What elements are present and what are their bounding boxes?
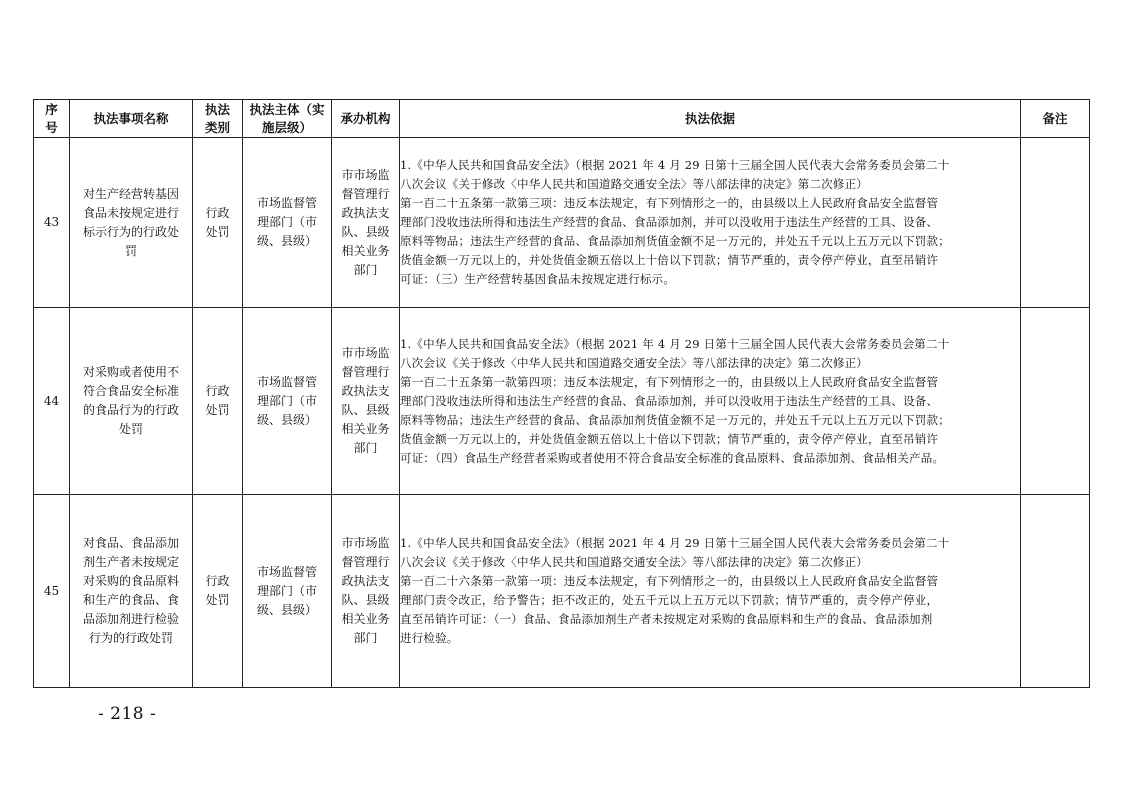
cell-index-text: 44 <box>43 393 60 408</box>
cell-enforcement-type-text: 行政处罚 <box>205 205 230 239</box>
cell-index-text: 43 <box>43 215 60 229</box>
enforcement-items-table <box>33 99 1090 688</box>
table-row <box>34 308 1090 495</box>
legal-basis-text <box>400 335 1020 468</box>
legal-basis-line: 第一百二十六条第一款第一项：违反本法规定，有下列情形之一的，由县级以上人民政府食品安全监督管 <box>400 574 939 588</box>
legal-basis-line: 1.《中华人民共和国食品安全法》（根据 2021 年 4 月 29 日第十三届全国人民代表大会常务委员会第二十 <box>400 158 950 172</box>
legal-basis-line: 八次会议《关于修改〈中华人民共和国道路交通安全法〉等八部法律的决定》第二次修正） <box>400 555 868 569</box>
header-name: 执法事项名称 <box>70 100 193 138</box>
cell-remark <box>1021 308 1090 495</box>
table-body <box>34 138 1090 688</box>
cell-enforcement-type <box>193 308 243 495</box>
header-type: 执法类别 <box>193 100 243 138</box>
legal-basis-line: 理部门没收违法所得和违法生产经营的食品、食品添加剂，并可以没收用于违法生产经营的工具、设备、 <box>400 393 939 408</box>
cell-item-name-text: 对采购或者使用不符合食品安全标准的食品行为的行政处罚 <box>82 365 179 436</box>
cell-legal-basis <box>400 495 1021 688</box>
legal-basis-line: 1.《中华人民共和国食品安全法》（根据 2021 年 4 月 29 日第十三届全国人民代表大会常务委员会第二十 <box>400 536 950 550</box>
legal-basis-line: 理部门没收违法所得和违法生产经营的食品、食品添加剂，并可以没收用于违法生产经营的工具、设备、 <box>400 215 939 229</box>
cell-legal-basis <box>400 138 1021 308</box>
cell-enforcement-subject <box>243 495 332 688</box>
legal-basis-line: 进行检验。 <box>400 631 459 645</box>
header-subject: 执法主体（实施层级） <box>243 100 332 138</box>
table-header-row <box>34 100 1090 138</box>
cell-item-name-text: 对食品、食品添加剂生产者未按规定对采购的食品原料和生产的食品、食品添加剂进行检验行为的行政处罚 <box>82 536 179 645</box>
legal-basis-line: 直至吊销许可证：（一）食品、食品添加剂生产者未按规定对采购的食品原料和生产的食品、食品添加剂 <box>400 612 933 626</box>
legal-basis-text <box>400 156 1020 289</box>
cell-index <box>34 138 70 308</box>
cell-item-name <box>70 308 193 495</box>
legal-basis-line: 第一百二十五条第一款第三项：违反本法规定，有下列情形之一的，由县级以上人民政府食品安全监督管 <box>400 196 939 210</box>
cell-legal-basis <box>400 308 1021 495</box>
cell-item-name <box>70 495 193 688</box>
cell-enforcement-type <box>193 495 243 688</box>
cell-remark <box>1021 138 1090 308</box>
cell-enforcement-subject-text: 市场监督管理部门（市级、县级） <box>256 374 317 427</box>
cell-item-name <box>70 138 193 308</box>
legal-basis-line: 第一百二十五条第一款第四项：违反本法规定，有下列情形之一的，由县级以上人民政府食品安全监督管 <box>400 374 939 389</box>
cell-handling-agency <box>332 308 400 495</box>
cell-index <box>34 308 70 495</box>
legal-basis-line: 货值金额一万元以上的，并处货值金额五倍以上十倍以下罚款；情节严重的，责令停产停业，直至吊销许 <box>400 431 939 446</box>
legal-basis-line: 可证：（三）生产经营转基因食品未按规定进行标示。 <box>400 272 676 286</box>
legal-basis-line: 货值金额一万元以上的，并处货值金额五倍以上十倍以下罚款；情节严重的，责令停产停业，直至吊销许 <box>400 253 939 267</box>
cell-enforcement-subject-text: 市场监督管理部门（市级、县级） <box>256 564 317 617</box>
header-agency: 承办机构 <box>332 100 400 138</box>
table-row <box>34 495 1090 688</box>
header-remark: 备注 <box>1021 100 1090 138</box>
cell-remark <box>1021 495 1090 688</box>
legal-basis-line: 原料等物品；违法生产经营的食品、食品添加剂货值金额不足一万元的，并处五千元以上五万元以下罚款； <box>400 412 950 427</box>
cell-index <box>34 495 70 688</box>
cell-enforcement-type-text: 行政处罚 <box>205 384 230 417</box>
header-index: 序号 <box>34 100 70 138</box>
cell-handling-agency <box>332 495 400 688</box>
legal-basis-line: 八次会议《关于修改〈中华人民共和国道路交通安全法〉等八部法律的决定》第二次修正） <box>400 355 868 370</box>
cell-handling-agency-text: 市市场监督管理行政执法支队、县级相关业务部门 <box>341 536 390 645</box>
cell-handling-agency <box>332 138 400 308</box>
cell-item-name-text: 对生产经营转基因食品未按规定进行标示行为的行政处罚 <box>82 186 179 258</box>
cell-enforcement-type-text: 行政处罚 <box>205 574 230 607</box>
legal-basis-line: 理部门责令改正，给予警告；拒不改正的，处五千元以上五万元以下罚款；情节严重的，责令停产停业， <box>400 593 939 607</box>
cell-enforcement-type <box>193 138 243 308</box>
table-row <box>34 138 1090 308</box>
legal-basis-line: 可证：（四）食品生产经营者采购或者使用不符合食品安全标准的食品原料、食品添加剂、食品相关产品。 <box>400 450 945 465</box>
legal-basis-line: 八次会议《关于修改〈中华人民共和国道路交通安全法〉等八部法律的决定》第二次修正） <box>400 177 868 191</box>
cell-index-text: 45 <box>43 583 60 598</box>
legal-basis-text <box>400 534 1020 648</box>
cell-enforcement-subject-text: 市场监督管理部门（市级、县级） <box>256 196 317 248</box>
cell-handling-agency-text: 市市场监督管理行政执法支队、县级相关业务部门 <box>341 346 390 455</box>
cell-enforcement-subject <box>243 138 332 308</box>
header-basis: 执法依据 <box>400 100 1021 138</box>
legal-basis-line: 原料等物品；违法生产经营的食品、食品添加剂货值金额不足一万元的，并处五千元以上五万元以下罚款； <box>400 234 950 248</box>
legal-basis-line: 1.《中华人民共和国食品安全法》（根据 2021 年 4 月 29 日第十三届全国人民代表大会常务委员会第二十 <box>400 336 950 351</box>
cell-handling-agency-text: 市市场监督管理行政执法支队、县级相关业务部门 <box>341 167 390 277</box>
page-number: - 218 - <box>98 704 157 724</box>
cell-enforcement-subject <box>243 308 332 495</box>
